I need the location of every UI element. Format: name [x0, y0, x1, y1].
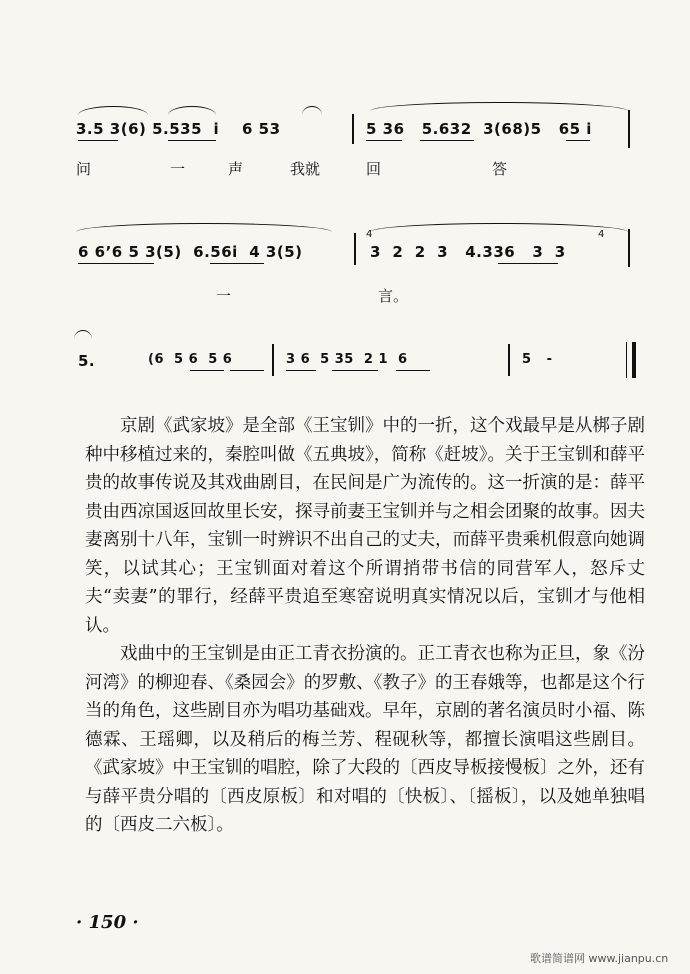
barline [354, 233, 356, 265]
slur [74, 330, 92, 339]
beam [366, 140, 402, 141]
notes-segment: 5. [78, 352, 96, 370]
beam [332, 370, 378, 371]
watermark: 歌谱简谱网 www.jianpu.cn [530, 952, 669, 965]
lyric: 我就 [290, 160, 321, 178]
barline [272, 344, 274, 376]
beam [420, 140, 474, 141]
beam [168, 140, 216, 141]
lyric: 回 [366, 160, 382, 178]
beam [566, 140, 590, 141]
slur [370, 223, 628, 232]
page-number: · 150 · [76, 912, 139, 933]
notes-segment: 3.5 3(6) 5.535 i 6 53 [76, 120, 281, 138]
beam [210, 263, 264, 264]
slur [302, 106, 322, 115]
lyric: 一 [170, 160, 186, 178]
score-line-2 [70, 215, 650, 305]
notes-segment: 6 6’6 5 3(5) 6.56i 4 3(5) [78, 243, 303, 261]
final-barline [626, 342, 627, 378]
notes-segment: 3 2 2 3 4.336 3 3 [370, 243, 566, 261]
barline [352, 114, 354, 144]
lyric: 问 [76, 160, 92, 178]
notes-segment: 5 - [522, 352, 553, 367]
beam [396, 370, 430, 371]
beam [286, 370, 316, 371]
score-line-3 [70, 330, 650, 390]
article-body [85, 412, 645, 840]
beam [230, 370, 264, 371]
lyric: 答 [492, 160, 508, 178]
slur [76, 223, 332, 232]
notes-segment: 3 6 5 35 2 1 6 [286, 352, 408, 367]
notes-segment: 5 36 5.632 3(68)5 65 i [366, 120, 592, 138]
score-line-1 [70, 100, 650, 180]
meter-mark: 4 [598, 229, 605, 240]
lyric: 一 [216, 287, 232, 305]
final-barline-thick [632, 342, 636, 378]
paragraph: 戏曲中的王宝钏是由正工青衣扮演的。正工青衣也称为正旦，象《汾河湾》的柳迎春、《桑园会》的罗敷、《教子》的王春娥等，也都是这个行当的角色，这些剧目亦为唱功基础戏。早年，京剧的著名演员时小福、陈德霖、王瑶卿，以及稍后的梅兰芳、程砚秋等，都擅长演唱这些剧目。《武家坡》中王宝钏的唱腔，除了大段的〔西皮导板接慢板〕之外，还有与薛平贵分唱的〔西皮原板〕和对唱的〔快板〕、〔摇板〕，以及她单独唱的〔西皮二六板〕。 [85, 644, 645, 835]
beam [498, 263, 558, 264]
beam [78, 140, 118, 141]
barline [628, 110, 630, 148]
paragraph: 京剧《武家坡》是全部《王宝钏》中的一折，这个戏最早是从梆子剧种中移植过来的，秦腔叫做《五典坡》，简称《赶坡》。关于王宝钏和薛平贵的故事传说及其戏曲剧目，在民间是广为流传的。这一折演的是：薛平贵由西凉国返回故里长安，探寻前妻王宝钏并与之相会团聚的故事。因夫妻离别十八年，宝钏一时辨识不出自己的丈夫，而薛平贵乘机假意向她调笑，以试其心；王宝钏面对着这个所谓捎带书信的同营军人，怒斥丈夫“卖妻”的罪行，经薛平贵追至寒窑说明真实情况以后，宝钏才与他相认。 [85, 416, 645, 636]
slur [78, 106, 148, 115]
slur [168, 106, 216, 115]
beam [190, 370, 224, 371]
slur [370, 102, 628, 111]
barline [508, 344, 510, 376]
notes-segment: (6 5 6 5 6 [148, 352, 233, 367]
meter-mark: 4 [366, 229, 373, 240]
lyric: 言。 [378, 287, 409, 305]
lyric: 声 [228, 160, 244, 178]
barline [628, 229, 630, 267]
beam [78, 263, 154, 264]
